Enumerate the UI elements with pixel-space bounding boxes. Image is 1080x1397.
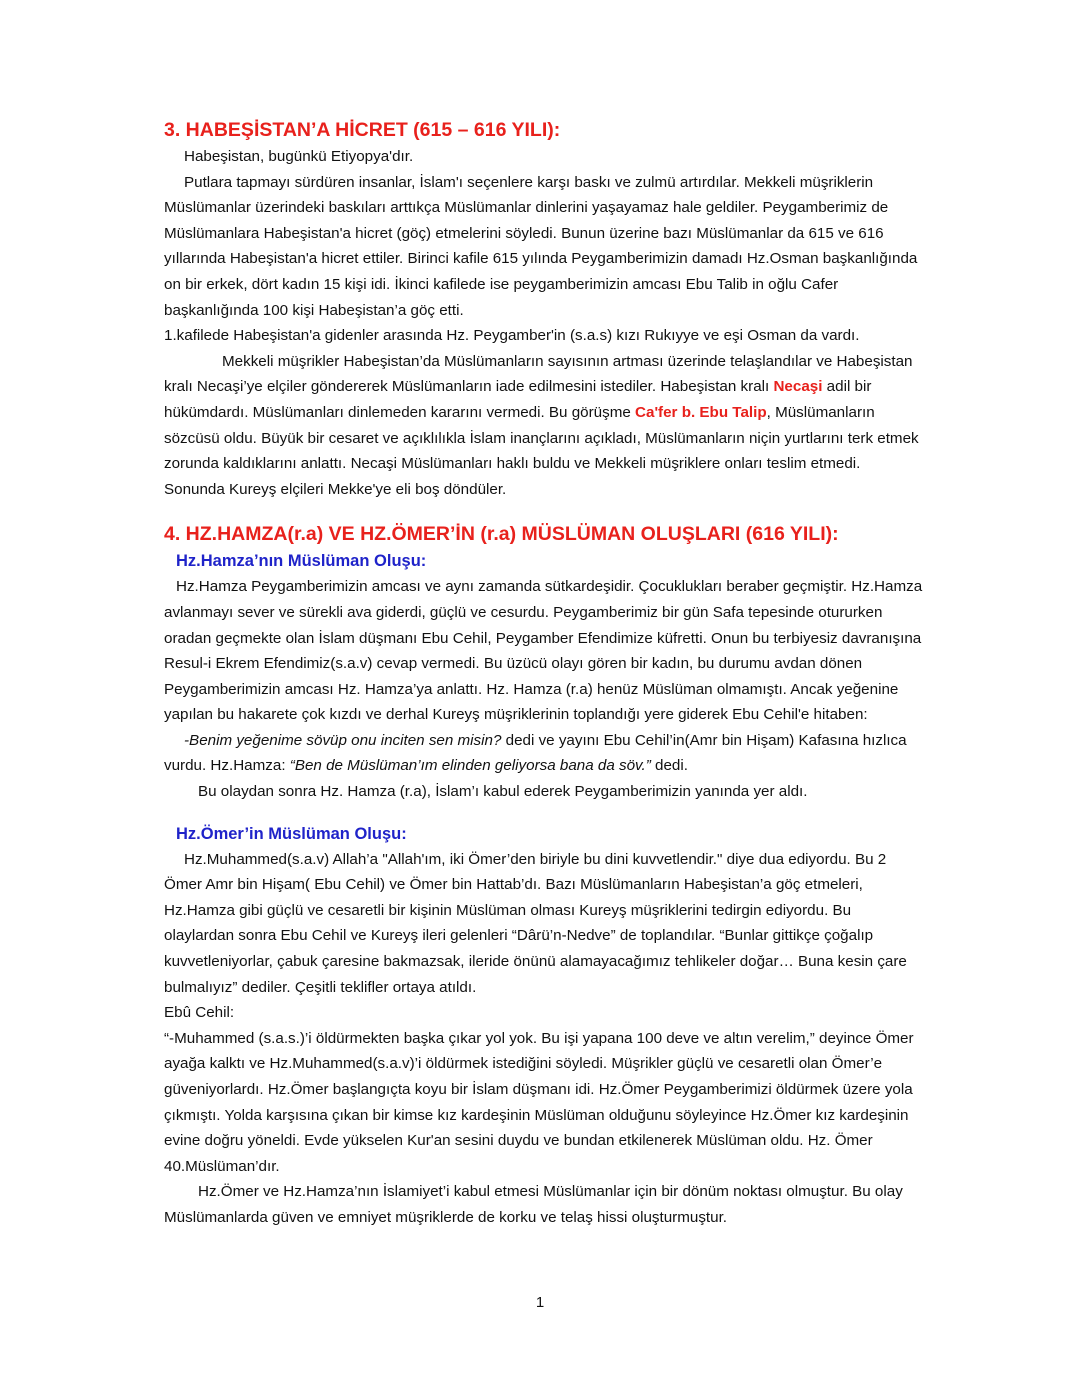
- p2-text-a: Mekkeli müşrikler Habeşistan’da Müslümanların sayısının artması üzerinde telaşlandılar ve Habeşistan kralı Necaşi’ye elçiler göndererek Müslümanların iade edilmesini istediler. Habeşistan kralı: [164, 352, 913, 396]
- hamza-paragraph-3: Bu olaydan sonra Hz. Hamza (r.a), İslam’ı kabul ederek Peygamberimizin yanında yer aldı.: [198, 783, 808, 801]
- omer-subheading: Hz.Ömer’in Müslüman Oluşu:: [176, 824, 407, 843]
- p2-text-c: , Müslümanların sözcüsü oldu. Büyük bir cesaret ve açıklılıkla İslam inançlarını açıkladı, Müslümanların niçin yurtlarını terk etmek zorunda kaldıklarını anlattı. Necaşi Müslümanları haklı buldu ve Mekkeli müşriklere onları teslim etmedi. Sonunda Kureyş elçileri Mekke'ye eli boş döndüler.: [164, 403, 919, 498]
- omer-speaker: Ebû Cehil:: [164, 1004, 235, 1022]
- cafer-highlight: Ca'fer b. Ebu Talip: [635, 403, 767, 421]
- section-4-heading: 4. HZ.HAMZA(r.a) VE HZ.ÖMER’İN (r.a) MÜSLÜMAN OLUŞLARI (616 YILI):: [164, 523, 839, 546]
- section-3-heading: 3. HABEŞİSTAN’A HİCRET (615 – 616 YILI):: [164, 119, 561, 141]
- p2-text-b: adil bir hükümdardı. Müslümanları dinlemeden kararını vermedi. Bu görüşme: [164, 378, 872, 421]
- page-number: 1: [535, 1294, 545, 1311]
- omer-paragraph-2: “-Muhammed (s.a.s.)’i öldürmekten başka çıkar yol yok. Bu işi yapana 100 deve ve altın verelim,” deyince Ömer ayağa kalktı ve Hz.Muhammed(s.a.v)’i öldürmek istediğini söyledi. Müşrikler güçlü ve cesaretli olan Ömer’e güveniyorlardı. Hz.Ömer başlangıçta koyu bir İslam düşmanı idi. Hz.Ömer Peygamberimizi öldürmek üzere yola çıkmıştı. Yolda karşısına çıkan bir kimse kız kardeşinin Müslüman olduğunu söyleyince Hz.Ömer kız kardeşinin evine doğru yöneldi. Evde yükselen Kur'an sesini duydu ve bundan etkilenerek Müslüman oldu. Hz. Ömer 40.Müslüman’dır.: [164, 1029, 914, 1175]
- document-page: [164, 116, 924, 1231]
- section-3-paragraph-1b: 1.kafilede Habeşistan'a gidenler arasında Hz. Peygamber'in (s.a.s) kızı Rukıyye ve eşi Osman da vardı.: [164, 327, 860, 345]
- section-3-intro: Habeşistan, bugünkü Etiyopya'dır.: [184, 148, 414, 165]
- hamza-paragraph-1: Hz.Hamza Peygamberimizin amcası ve aynı zamanda sütkardeşidir. Çocuklukları beraber geçmiştir. Hz.Hamza avlanmayı sever ve sürekli ava giderdi, güçlü ve cesurdu. Peygamberimiz bir gün Safa tepesinde otururken oradan geçmekte olan İslam düşmanı Ebu Cehil, Peygamber Efendimize küfretti. Onun bu terbiyesiz davranışına Resul-i Ekrem Efendimiz(s.a.v) cevap vermedi. Bu üzücü olayı gören bir kadın, bu durumu avdan dönen Peygamberimizin amcası Hz. Hamza’ya anlattı. Hz. Hamza (r.a) henüz Müslüman olmamıştı. Ancak yeğenine yapılan bu hakarete çok kızdı ve derhal Kureyş müşriklerinin toplandığı yere giderek Ebu Cehil'e hitaben:: [164, 578, 923, 724]
- hamza-subheading: Hz.Hamza’nın Müslüman Oluşu:: [176, 552, 427, 571]
- hamza-paragraph-2: [164, 728, 924, 779]
- hamza-quote-1: -Benim yeğenime sövüp onu inciten sen misin?: [184, 731, 502, 749]
- necasi-highlight: Necaşi: [773, 378, 823, 396]
- hamza-text-a: dedi ve yayını Ebu Cehil’in(Amr bin Hişam) Kafasına hızlıca vurdu. Hz.Hamza:: [164, 731, 907, 775]
- hamza-text-b: dedi.: [650, 757, 688, 775]
- omer-paragraph-3: Hz.Ömer ve Hz.Hamza’nın İslamiyet’i kabul etmesi Müslümanlar için bir dönüm noktası olmuştur. Bu olay Müslümanlarda güven ve emniyet müşriklerde de korku ve telaş hissi oluşturmuştur.: [164, 1183, 903, 1226]
- hamza-quote-2: “Ben de Müslüman’ım elinden geliyorsa bana da söv.”: [289, 757, 651, 775]
- section-3-paragraph-1: Putlara tapmayı sürdüren insanlar, İslam'ı seçenlere karşı baskı ve zulmü artırdılar. Mekkeli müşriklerin Müslümanlar üzerindeki baskıları arttıkça Müslümanlar dinlerini yaşayamaz hale geldiler. Peygamberimiz de Müslümanlara Habeşistan'a hicret (göç) etmelerini söyledi. Bunun üzerine bazı Müslümanlar da 615 ve 616 yıllarında Habeşistan'a hicret ettiler. Birinci kafile 615 yılında Peygamberimizin damadı Hz.Osman başkanlığında on bir erkek, dört kadın 15 kişi idi. İkinci kafilede ise peygamberimizin amcası Ebu Talib in oğlu Cafer başkanlığında 100 kişi Habeşistan’a göç etti.: [164, 173, 918, 319]
- omer-paragraph-1: Hz.Muhammed(s.a.v) Allah’a "Allah'ım, iki Ömer’den biriyle bu dini kuvvetlendir." diye dua ediyordu. Bu 2 Ömer Amr bin Hişam( Ebu Cehil) ve Ömer bin Hattab’dı. Bazı Müslümanların Habeşistan’a göç etmeleri, Hz.Hamza gibi güçlü ve cesaretli bir kişinin Müslüman olması Kureyş müşriklerini tedirgin ediyordu. Bu olaylardan sonra Ebu Cehil ve Kureyş ileri gelenleri “Dârü’n-Nedve” de toplandılar. “Bunlar gittikçe çoğalıp kuvvetleniyorlar, çabuk çaresine bakmazsak, ileride önünü alamayacağımız tehlikeler doğar… Buna kesin çare bulmalıyız” dediler. Çeşitli teklifler ortaya atıldı.: [164, 850, 907, 996]
- section-3-paragraph-2: [164, 349, 924, 503]
